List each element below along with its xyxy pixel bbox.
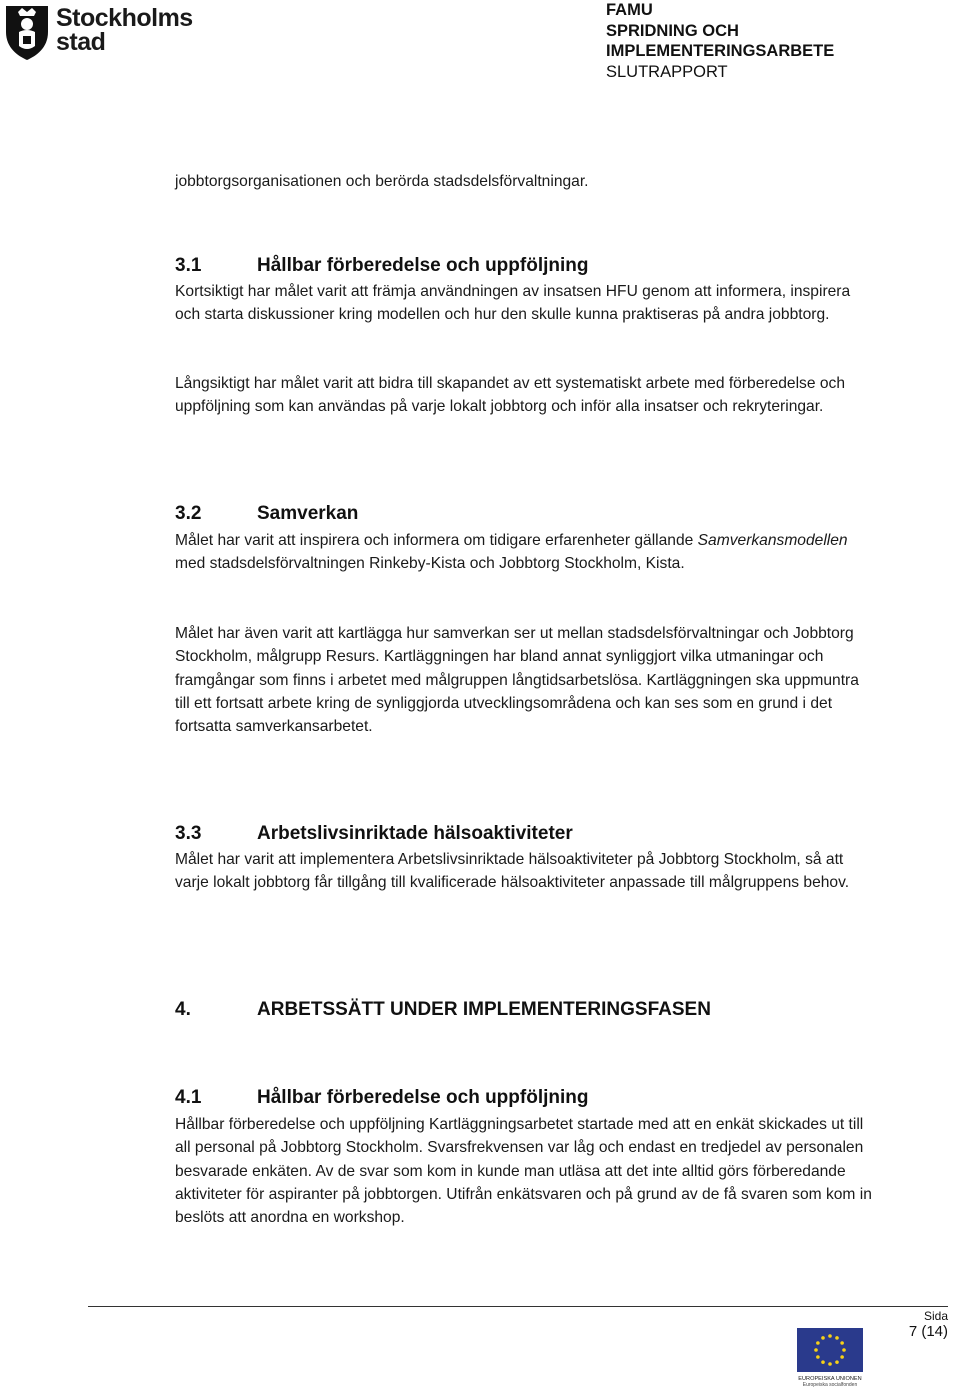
heading-3-3 [175, 822, 573, 846]
header-title-line-2: SPRIDNING OCH [606, 21, 739, 40]
eu-star [816, 1355, 820, 1359]
page-number: 7 (14) [908, 1323, 948, 1340]
paragraph-3-1-b: Långsiktigt har målet varit att bidra till skapandet av ett systematiskt arbete med förberedelse och uppföljning som kan användas på varje lokalt jobbtorg och inför alla insatser och rekryteringar. [175, 375, 845, 416]
eu-star [821, 1336, 825, 1340]
stockholms-stad-logo [4, 2, 194, 62]
heading-number: 4.1 [175, 1087, 202, 1108]
eu-label: EUROPEISKA UNIONEN [798, 1376, 862, 1382]
heading-number: 3.2 [175, 503, 202, 524]
paragraph-3-2-b: Målet har även varit att kartlägga hur samverkan ser ut mellan stadsdelsförvaltningar och Jobbtorg Stockholm, målgrupp Resurs. Kartläggningen har bland annat synliggjort vilka utmaningar och framgångar som finns i arbetet med målgruppen långtidsarbetslösa. Kartläggningen ska uppmuntra till ett fortsatt arbete kring de synliggjorda utvecklingsområdena och kan ses som en grund i det fortsatta samverkansarbetet. [175, 625, 859, 736]
heading-title: Samverkan [257, 503, 359, 524]
header-title-line-1: FAMU [606, 1, 653, 19]
logo-wordmark: Stockholms stad [56, 4, 193, 56]
eu-star [842, 1348, 846, 1352]
city-crest-icon [4, 2, 50, 62]
italic-term: Samverkansmodellen [697, 532, 848, 549]
eu-logo [797, 1328, 863, 1388]
paragraph-3-3: Målet har varit att implementera Arbetslivsinriktade hälsoaktiviteter på Jobbtorg Stockholm, så att varje lokalt jobbtorg får tillgång till kvalificerade hälsoaktiviteter anpassade till målgruppens behov. [175, 851, 850, 892]
heading-title: ARBETSSÄTT UNDER IMPLEMENTERINGSFASEN [257, 999, 711, 1020]
eu-star [821, 1360, 825, 1364]
footer-divider [88, 1306, 948, 1307]
eu-star [840, 1341, 844, 1345]
heading-4 [175, 998, 711, 1022]
heading-number: 3.1 [175, 255, 202, 276]
eu-star [816, 1341, 820, 1345]
heading-title: Hållbar förberedelse och uppföljning [257, 1087, 589, 1108]
heading-number: 4. [175, 999, 191, 1020]
header-subtitle: SLUTRAPPORT [606, 62, 728, 81]
eu-star [814, 1348, 818, 1352]
paragraph-4-1: Hållbar förberedelse och uppföljning Kartläggningsarbetet startade med att en enkät skickades ut till all personal på Jobbtorg Stockholm. Svarsfrekvensen var låg och endast en tredjedel av personalen besvarade enkäten. Av de svar som kom in kunde man utläsa att det inte alltid görs förberedande aktiviteter för aspiranter på jobbtorgen. Utifrån enkätsvaren och på grund av de få svaren som kom in beslöts att anordna en workshop. [175, 1116, 872, 1227]
paragraph-3-1-a: Kortsiktigt har målet varit att främja användningen av insatsen HFU genom att informera, inspirera och starta diskussioner kring modellen och hur den skulle kunna praktiseras på andra jobbtorg. [175, 283, 851, 324]
heading-number: 3.3 [175, 823, 202, 844]
header-title-line-3: IMPLEMENTERINGSARBETE [606, 42, 835, 60]
document-header [606, 0, 956, 82]
eu-star [828, 1334, 832, 1338]
heading-title: Hållbar förberedelse och uppföljning [257, 255, 589, 276]
heading-3-2 [175, 502, 358, 526]
intro-paragraph: jobbtorgsorganisationen och berörda stadsdelsförvaltningar. [175, 173, 589, 190]
heading-4-1 [175, 1086, 588, 1110]
heading-title: Arbetslivsinriktade hälsoaktiviteter [257, 823, 573, 844]
text-run: Målet har varit att inspirera och informera om tidigare erfarenheter gällande [175, 532, 698, 549]
esf-label: Europeiska socialfonden [802, 1382, 858, 1388]
eu-star [835, 1360, 839, 1364]
text-run: med stadsdelsförvaltningen Rinkeby-Kista och Jobbtorg Stockholm, Kista. [175, 555, 685, 573]
eu-star [828, 1362, 832, 1366]
heading-3-1 [175, 254, 588, 278]
page-label: Sida [923, 1309, 948, 1323]
paragraph-3-2-a [175, 529, 875, 576]
eu-star [840, 1355, 844, 1359]
eu-flag-icon [797, 1328, 863, 1388]
eu-star [835, 1336, 839, 1340]
